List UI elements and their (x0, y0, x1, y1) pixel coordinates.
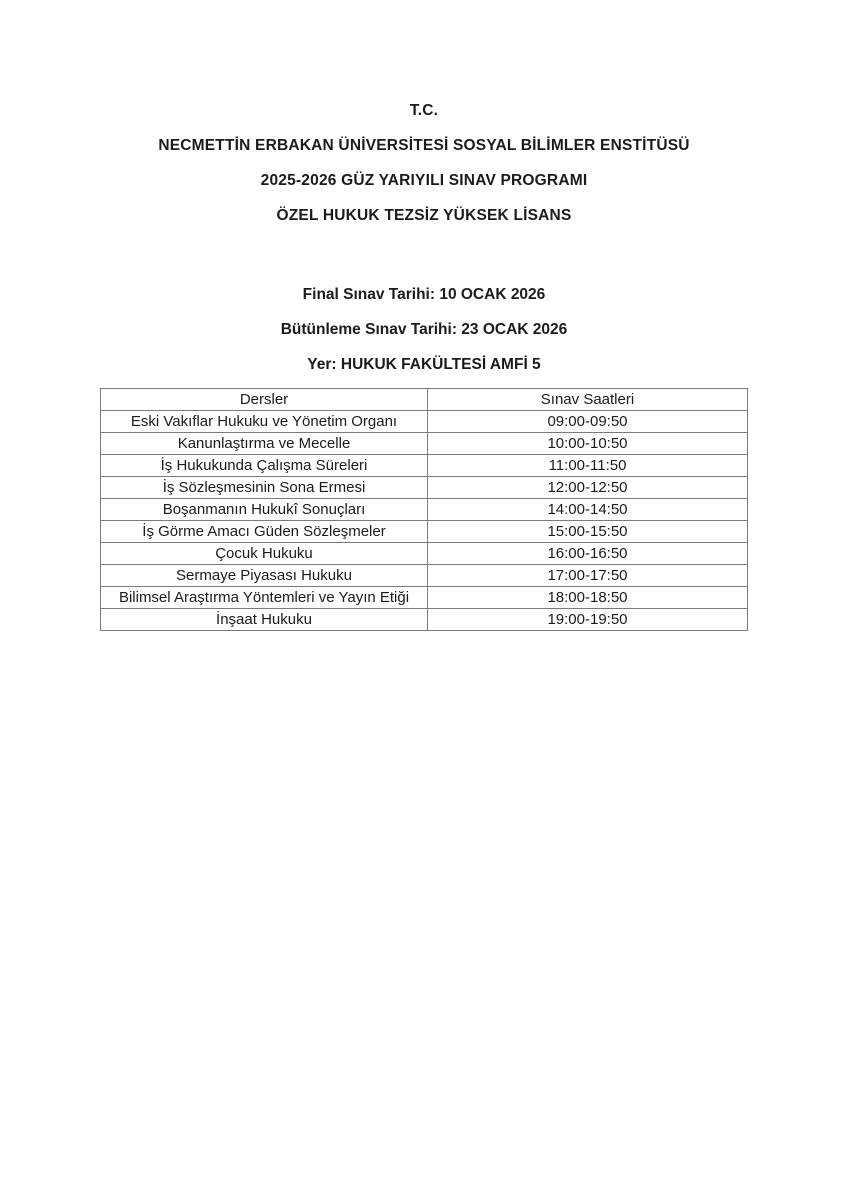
course-cell: Sermaye Piyasası Hukuku (101, 565, 428, 587)
time-cell: 10:00-10:50 (428, 433, 748, 455)
table-header-row (101, 389, 748, 411)
table-row (101, 433, 748, 455)
header-line-tc: T.C. (409, 102, 439, 119)
column-header-times: Sınav Saatleri (428, 389, 748, 411)
time-cell: 17:00-17:50 (428, 565, 748, 587)
table-row (101, 477, 748, 499)
makeup-exam-date: Bütünleme Sınav Tarihi: 23 OCAK 2026 (280, 321, 568, 338)
course-cell: İş Sözleşmesinin Sona Ermesi (101, 477, 428, 499)
document-header (0, 0, 848, 233)
course-cell: İş Hukukunda Çalışma Süreleri (101, 455, 428, 477)
column-header-courses: Dersler (101, 389, 428, 411)
course-cell: Çocuk Hukuku (101, 543, 428, 565)
course-cell: Kanunlaştırma ve Mecelle (101, 433, 428, 455)
header-line-degree: ÖZEL HUKUK TEZSİZ YÜKSEK LİSANS (276, 207, 572, 224)
exam-info (0, 277, 848, 382)
table-row (101, 609, 748, 631)
time-cell: 14:00-14:50 (428, 499, 748, 521)
final-exam-date: Final Sınav Tarihi: 10 OCAK 2026 (302, 286, 546, 303)
header-line-program-title: 2025-2026 GÜZ YARIYILI SINAV PROGRAMI (260, 172, 588, 189)
header-line-institution: NECMETTİN ERBAKAN ÜNİVERSİTESİ SOSYAL BİLİMLER ENSTİTÜSÜ (158, 137, 690, 154)
table-row (101, 565, 748, 587)
time-cell: 11:00-11:50 (428, 455, 748, 477)
exam-table-body (101, 411, 748, 631)
time-cell: 09:00-09:50 (428, 411, 748, 433)
time-cell: 19:00-19:50 (428, 609, 748, 631)
time-cell: 15:00-15:50 (428, 521, 748, 543)
table-row (101, 455, 748, 477)
table-row (101, 587, 748, 609)
time-cell: 18:00-18:50 (428, 587, 748, 609)
course-cell: Boşanmanın Hukukî Sonuçları (101, 499, 428, 521)
exam-location: Yer: HUKUK FAKÜLTESİ AMFİ 5 (307, 356, 541, 373)
table-row (101, 521, 748, 543)
time-cell: 16:00-16:50 (428, 543, 748, 565)
course-cell: İnşaat Hukuku (101, 609, 428, 631)
table-row (101, 411, 748, 433)
table-row (101, 499, 748, 521)
time-cell: 12:00-12:50 (428, 477, 748, 499)
course-cell: Eski Vakıflar Hukuku ve Yönetim Organı (101, 411, 428, 433)
course-cell: Bilimsel Araştırma Yöntemleri ve Yayın Etiği (101, 587, 428, 609)
exam-schedule-table (100, 388, 748, 631)
course-cell: İş Görme Amacı Güden Sözleşmeler (101, 521, 428, 543)
table-row (101, 543, 748, 565)
